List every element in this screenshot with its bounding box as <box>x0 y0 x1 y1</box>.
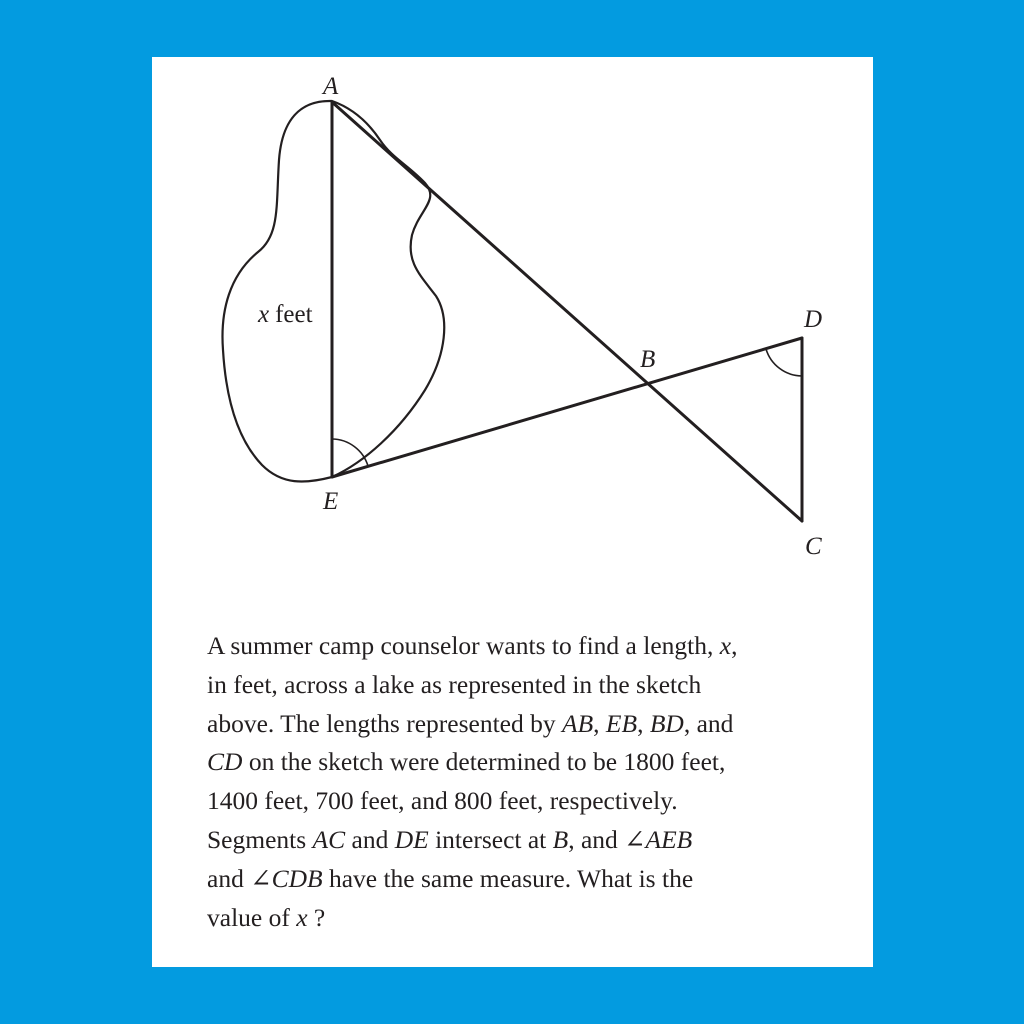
length-unit: feet <box>275 301 313 328</box>
problem-text-span: , <box>731 631 738 660</box>
problem-line-1 <box>207 627 847 666</box>
problem-text-span: , and <box>568 824 618 854</box>
length-variable: x <box>258 301 270 328</box>
point-label-d: D <box>804 306 823 333</box>
point-label-c: C <box>805 533 822 560</box>
problem-text-span: have the same measure. What is the <box>328 863 694 893</box>
point-label-b: B <box>640 346 656 373</box>
point-label-e: E <box>323 488 339 515</box>
angle-aeb-arc <box>332 439 368 466</box>
segment-name-cd: CD <box>207 747 243 777</box>
problem-text-span: value of <box>207 902 290 932</box>
length-label <box>257 301 313 328</box>
segment-name-de: DE <box>394 824 429 854</box>
problem-var-x: x <box>296 902 308 932</box>
problem-text-span: , <box>637 708 644 738</box>
point-name-b: B <box>552 824 569 854</box>
problem-text-span: Segments <box>207 824 307 854</box>
problem-text-span: and <box>351 824 389 854</box>
problem-line-3 <box>207 705 847 744</box>
problem-line-6 <box>207 821 847 860</box>
problem-text-span: ? <box>313 902 326 932</box>
problem-text-span: , <box>593 708 600 738</box>
segment-ac <box>332 102 802 521</box>
problem-var-x: x <box>719 631 732 660</box>
problem-text-span: in feet, across a lake as represented in the sketch <box>207 669 702 699</box>
problem-line-7 <box>207 860 847 899</box>
problem-text-span: intersect at <box>435 824 547 854</box>
angle-name-aeb: ∠AEB <box>624 824 693 854</box>
segment-name-ab: AB <box>562 708 594 738</box>
angle-cdb-arc <box>766 349 802 376</box>
problem-line-8 <box>207 899 847 938</box>
segment-name-eb: EB <box>605 708 638 738</box>
problem-text-span: on the sketch were determined to be 1800 feet, <box>248 747 726 777</box>
problem-text-span: above. The lengths represented by <box>207 708 556 738</box>
problem-text-span: , and <box>683 708 734 738</box>
angle-name-cdb: ∠CDB <box>250 863 323 893</box>
problem-text-span: A summer camp counselor wants to find a length, <box>207 631 714 660</box>
problem-line-2 <box>207 666 847 705</box>
problem-text-span: 1400 feet, 700 feet, and 800 feet, respectively. <box>207 786 678 816</box>
segment-name-ac: AC <box>312 824 346 854</box>
problem-line-5 <box>207 782 847 821</box>
problem-line-4 <box>207 743 847 782</box>
problem-text-span: and <box>207 863 244 893</box>
point-label-a: A <box>323 73 339 100</box>
segment-name-bd: BD <box>649 708 684 738</box>
problem-text <box>207 627 847 937</box>
